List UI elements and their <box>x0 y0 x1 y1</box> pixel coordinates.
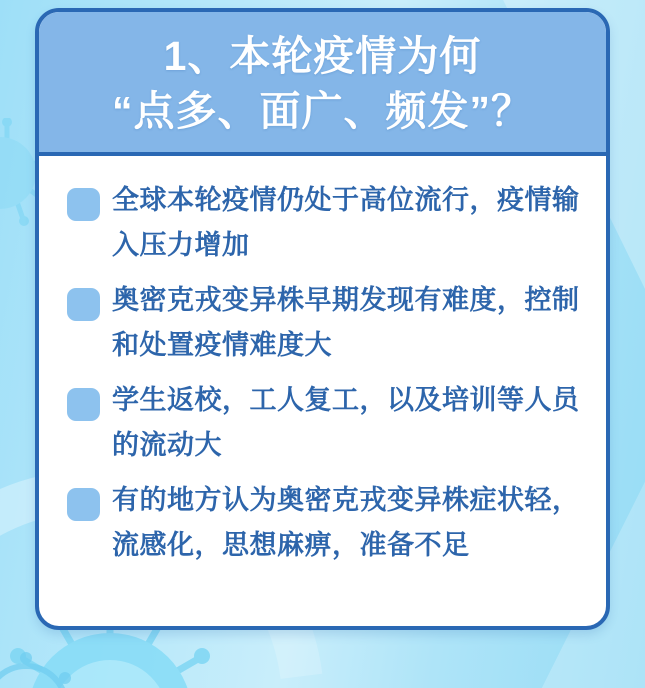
virus-icon <box>0 648 96 688</box>
list-item-text: 有的地方认为奥密克戎变异株症状轻，流感化，思想麻痹，准备不足 <box>112 485 580 560</box>
content-card <box>35 8 610 630</box>
bullet-square-icon <box>67 388 100 421</box>
list-item-text: 奥密克戎变异株早期发现有难度，控制和处置疫情难度大 <box>112 285 580 360</box>
page-title-line-2: “点多、面广、频发”？ <box>112 88 533 134</box>
list-item <box>67 478 596 568</box>
list-item <box>67 278 596 368</box>
bullet-square-icon <box>67 288 100 321</box>
list-item <box>67 378 596 468</box>
page-title-line-1: 1、本轮疫情为何 <box>163 33 482 79</box>
list-item <box>67 178 596 268</box>
bullet-list <box>39 156 606 568</box>
bullet-square-icon <box>67 188 100 221</box>
list-item-text: 学生返校，工人复工，以及培训等人员的流动大 <box>112 385 580 460</box>
card-header <box>39 12 606 156</box>
list-item-text: 全球本轮疫情仍处于高位流行，疫情输入压力增加 <box>112 185 580 260</box>
bullet-square-icon <box>67 488 100 521</box>
